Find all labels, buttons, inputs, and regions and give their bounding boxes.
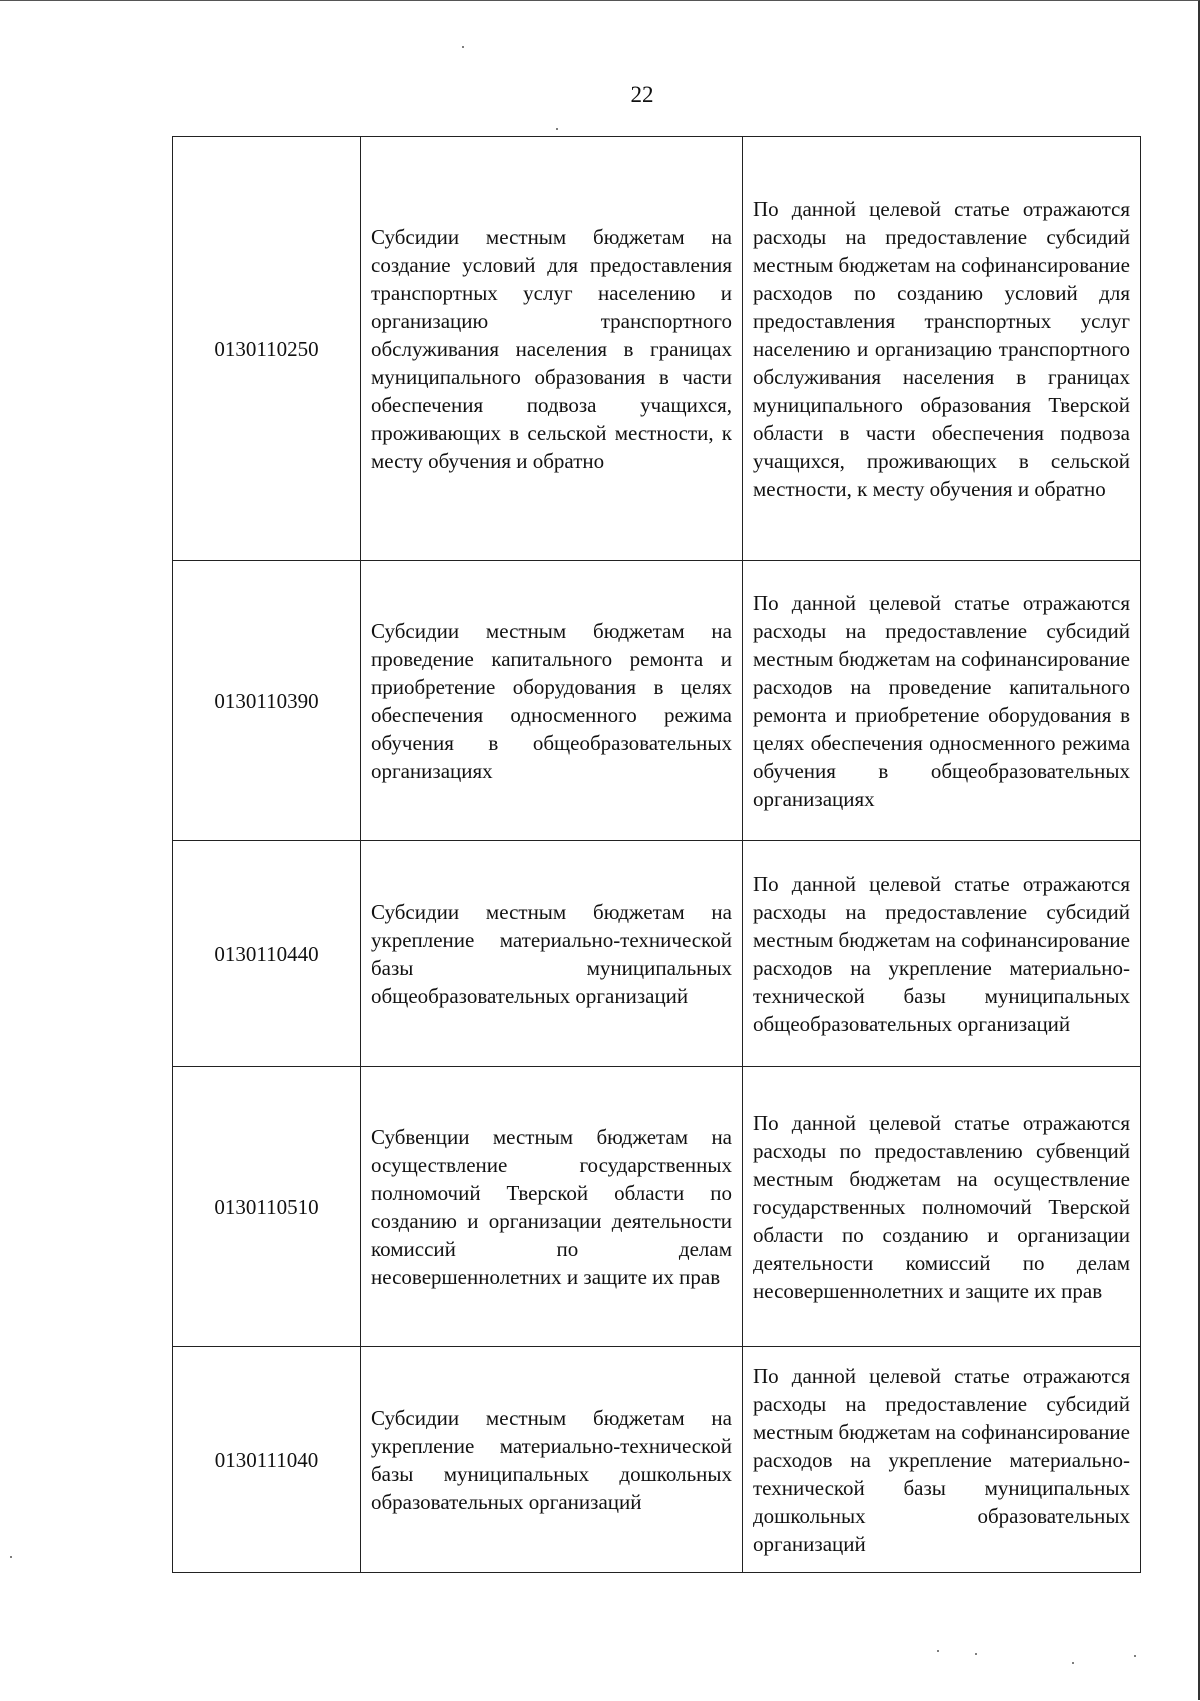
scan-speck [462, 46, 464, 48]
expense-name-cell: Субсидии местным бюджетам на проведение капитального ремонта и приобретение оборудования в целях обеспечения односменного режима обучения в общеобразовательных организациях [361, 561, 743, 841]
target-code-cell: 0130110250 [173, 137, 361, 561]
scan-speck [1134, 1655, 1136, 1657]
scan-speck [1072, 1662, 1074, 1664]
description-cell: По данной целевой статье отражаются расходы на предоставление субсидий местным бюджетам на софинансирование расходов на укрепление материально-технической базы муниципальных общеобразовательных организаций [743, 841, 1141, 1067]
table-row [173, 841, 1141, 1067]
description-cell: По данной целевой статье отражаются расходы на предоставление субсидий местным бюджетам на софинансирование расходов по созданию условий для предоставления транспортных услуг населению и организацию транспортного обслуживания населения в границах муниципального образования Тверской области в части обеспечения подвоза учащихся, проживающих в сельской местности, к месту обучения и обратно [743, 137, 1141, 561]
description-cell: По данной целевой статье отражаются расходы на предоставление субсидий местным бюджетам на софинансирование расходов на укрепление материально-технической базы муниципальных дошкольных образовательных организаций [743, 1347, 1141, 1573]
description-cell: По данной целевой статье отражаются расходы по предоставлению субвенций местным бюджетам на осуществление государственных полномочий Тверской области по созданию и организации деятельности комиссий по делам несовершеннолетних и защите их прав [743, 1067, 1141, 1347]
table-row [173, 137, 1141, 561]
expense-name-cell: Субсидии местным бюджетам на укрепление материально-технической базы муниципальных дошкольных образовательных организаций [361, 1347, 743, 1573]
target-code-cell: 0130110390 [173, 561, 361, 841]
target-code-cell: 0130110510 [173, 1067, 361, 1347]
expense-name-cell: Субвенции местным бюджетам на осуществление государственных полномочий Тверской области по созданию и организации деятельности комиссий по делам несовершеннолетних и защите их прав [361, 1067, 743, 1347]
page-number: 22 [630, 82, 654, 107]
table-row [173, 1347, 1141, 1573]
target-code-cell: 0130111040 [173, 1347, 361, 1573]
scan-speck [937, 1650, 939, 1652]
scan-speck [556, 128, 558, 130]
description-cell: По данной целевой статье отражаются расходы на предоставление субсидий местным бюджетам на софинансирование расходов на проведение капитального ремонта и приобретение оборудования в целях обеспечения односменного режима обучения в общеобразовательных организациях [743, 561, 1141, 841]
budget-classification-table [172, 136, 1141, 1573]
target-code-cell: 0130110440 [173, 841, 361, 1067]
table-row [173, 1067, 1141, 1347]
expense-name-cell: Субсидии местным бюджетам на укрепление материально-технической базы муниципальных общеобразовательных организаций [361, 841, 743, 1067]
expense-name-cell: Субсидии местным бюджетам на создание условий для предоставления транспортных услуг населению и организацию транспортного обслуживания населения в границах муниципального образования в части обеспечения подвоза учащихся, проживающих в сельской местности, к месту обучения и обратно [361, 137, 743, 561]
scan-speck [975, 1653, 977, 1655]
table-row [173, 561, 1141, 841]
scan-speck [10, 1556, 12, 1558]
